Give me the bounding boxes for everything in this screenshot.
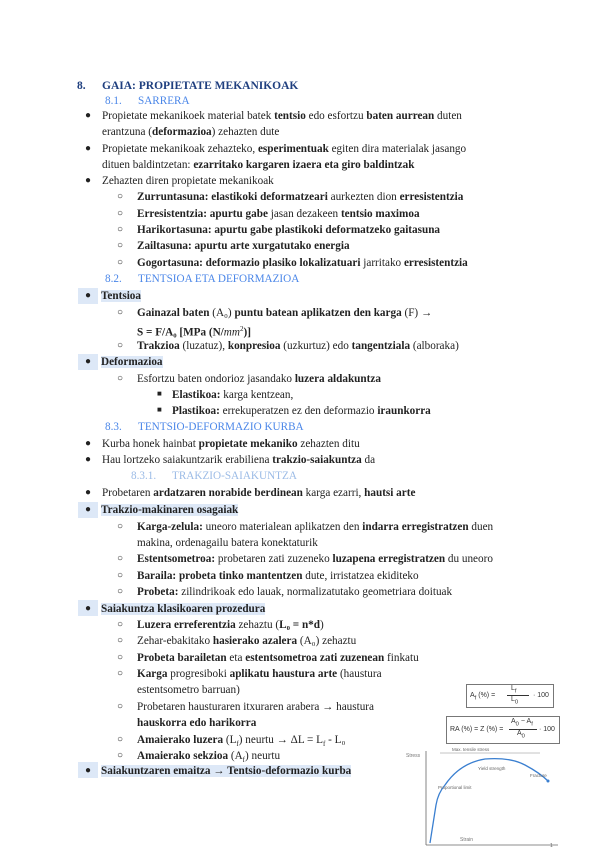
bullet-icon: ● — [85, 290, 92, 301]
stress-strain-curve — [430, 759, 548, 843]
heading-emaitza: Saiakuntzaren emaitza → Tentsio-deformazio kurba — [101, 765, 352, 777]
circle-bullet-icon: ○ — [117, 208, 124, 219]
list-item: Luzera erreferentzia zehaztu (L₀ = n*d) — [137, 619, 324, 631]
list-item: Gogortasuna: deformazio plasiko lokalizatuari jarritako erresistentzia — [137, 257, 468, 269]
list-item: Trakzioa (luzatuz), konpresioa (uzkurtuz) edo tangentziala (alboraka) — [137, 340, 459, 352]
chapter-title: GAIA: PROPIETATE MEKANIKOAK — [102, 80, 299, 92]
circle-bullet-icon: ○ — [117, 619, 124, 630]
list-item: Probetaren hausturaren itxuraren arabera → haustura — [137, 701, 375, 713]
bullet-icon: ● — [85, 438, 92, 449]
list-item: Probeta barailetan eta estentsometroa zati zuzenean finkatu — [137, 652, 419, 664]
curve-label: Proportional limit — [438, 785, 472, 790]
heading-prozedura: Saiakuntza klasikoaren prozedura — [101, 603, 266, 615]
bullet-icon: ● — [85, 175, 92, 186]
square-bullet-icon: ■ — [157, 389, 162, 398]
circle-bullet-icon: ○ — [117, 668, 124, 679]
circle-bullet-icon: ○ — [117, 191, 124, 202]
bullet-icon: ● — [85, 603, 92, 614]
list-item-cont: estentsometro barruan) — [137, 684, 240, 696]
heading-tentsioa: Tentsioa — [101, 290, 141, 302]
section-title: TENTSIO-DEFORMAZIO KURBA — [138, 421, 304, 433]
stress-strain-chart — [400, 745, 560, 848]
list-item: Zailtasuna: apurtu arte xurgatutako energia — [137, 240, 350, 252]
list-item: Erresistentzia: apurtu gabe jasan dezakeen tentsio maximoa — [137, 208, 420, 220]
bullet-icon: ● — [85, 454, 92, 465]
list-item: Karga progresiboki aplikatu haustura arte (haustura — [137, 668, 382, 680]
subsection-number: 8.3.1. — [131, 470, 157, 482]
corner-mark: 1 — [550, 843, 553, 848]
paragraph: dituen baldintzetan: ezarritako kargaren izaera eta giro baldintzak — [102, 159, 415, 171]
x-axis-label: Strain — [460, 837, 474, 843]
list-item: Gainazal baten (A₀) puntu batean aplikatzen den karga (F) → — [137, 307, 433, 319]
paragraph: Zehazten diren propietate mekanikoak — [102, 175, 274, 187]
list-item: Baraila: probeta tinko mantentzen dute, irristatzea ekiditeko — [137, 570, 419, 582]
paragraph: Hau lortzeko saiakuntzarik erabiliena trakzio-saiakuntza da — [102, 454, 376, 466]
section-number: 8.3. — [105, 421, 122, 433]
chapter-number: 8. — [77, 80, 86, 92]
bullet-icon: ● — [85, 765, 92, 776]
list-item-cont: makina, ordenagailu batera konektaturik — [137, 537, 318, 549]
square-bullet-icon: ■ — [157, 405, 162, 414]
bullet-icon: ● — [85, 487, 92, 498]
paragraph: Propietate mekanikoak zehazteko, esperimentuak egiten dira materialak jasango — [102, 143, 467, 155]
paragraph: Probetaren ardatzaren norabide berdinean karga ezarri, hautsi arte — [102, 487, 416, 499]
circle-bullet-icon: ○ — [117, 240, 124, 251]
bullet-icon: ● — [85, 110, 92, 121]
curve-label: Fracture — [530, 773, 547, 778]
circle-bullet-icon: ○ — [117, 224, 124, 235]
formula-area-reduction: RA (%) = Z (%) = $A_0 - A_f$ $A_0$ · 100 — [446, 716, 560, 744]
circle-bullet-icon: ○ — [117, 750, 124, 761]
list-item: Karga-zelula: uneoro materialean aplikatzen den indarra erregistratzen duen — [137, 521, 494, 533]
fracture-point — [547, 780, 550, 783]
circle-bullet-icon: ○ — [117, 734, 124, 745]
list-item: Harikortasuna: apurtu gabe plastikoki deformatzeko gaitasuna — [137, 224, 441, 236]
formula-elongation: $A_f$ (%) = $L_f$ $L_0$ · 100 — [466, 684, 554, 708]
list-item: Zurruntasuna: elastikoki deformatzeari aurkezten dion erresistentzia — [137, 191, 464, 203]
circle-bullet-icon: ○ — [117, 521, 124, 532]
section-number: 8.2. — [105, 273, 122, 285]
section-number: 8.1. — [105, 95, 122, 107]
circle-bullet-icon: ○ — [117, 635, 124, 646]
circle-bullet-icon: ○ — [117, 257, 124, 268]
list-item-cont: hauskorra edo harikorra — [137, 717, 257, 729]
heading-deformazioa: Deformazioa — [101, 356, 163, 368]
heading-makina: Trakzio-makinaren osagaiak — [101, 504, 239, 516]
list-item: Esfortzu baten ondorioz jasandako luzera aldakuntza — [137, 373, 381, 385]
list-item: Amaierako luzera $(L_f)$ neurtu → $\Delta L = L_f - L_0$ — [137, 734, 346, 749]
circle-bullet-icon: ○ — [117, 373, 124, 384]
paragraph: erantzuna (deformazioa) zehazten dute — [102, 126, 280, 138]
subsection-title: TRAKZIO-SAIAKUNTZA — [172, 470, 297, 482]
circle-bullet-icon: ○ — [117, 340, 124, 351]
circle-bullet-icon: ○ — [117, 553, 124, 564]
bullet-icon: ● — [85, 143, 92, 154]
circle-bullet-icon: ○ — [117, 570, 124, 581]
list-item: Plastikoa: errekuperatzen ez den deformazio iraunkorra — [172, 405, 431, 417]
bullet-icon: ● — [85, 356, 92, 367]
paragraph: Propietate mekanikoek material batek tentsio edo esfortzu baten aurrean duten — [102, 110, 462, 122]
circle-bullet-icon: ○ — [117, 652, 124, 663]
list-item: Probeta: zilindrikoak edo lauak, normalizatutako geometriara doituak — [137, 586, 453, 598]
circle-bullet-icon: ○ — [117, 307, 124, 318]
list-item: Elastikoa: karga kentzean, — [172, 389, 294, 401]
section-title: SARRERA — [138, 95, 190, 107]
list-item: Estentsometroa: probetaren zati zuzeneko luzapena erregistratzen du uneoro — [137, 553, 493, 565]
formula-line: S = F/A₀ [MPa $(N/mm^2)$] — [137, 325, 251, 339]
circle-bullet-icon: ○ — [117, 586, 124, 597]
list-item: Amaierako sekzioa $(A_f)$ neurtu — [137, 750, 281, 765]
circle-bullet-icon: ○ — [117, 701, 124, 712]
y-axis-label: Stress — [406, 753, 421, 759]
bullet-icon: ● — [85, 504, 92, 515]
curve-label: Yield strength — [478, 766, 506, 771]
list-item: Zehar-ebakitako hasierako azalera (A₀) zehaztu — [137, 635, 357, 647]
section-title: TENTSIOA ETA DEFORMAZIOA — [138, 273, 300, 285]
max-stress-label: Max. tensile stress — [452, 747, 490, 752]
paragraph: Kurba honek hainbat propietate mekaniko zehazten ditu — [102, 438, 360, 450]
